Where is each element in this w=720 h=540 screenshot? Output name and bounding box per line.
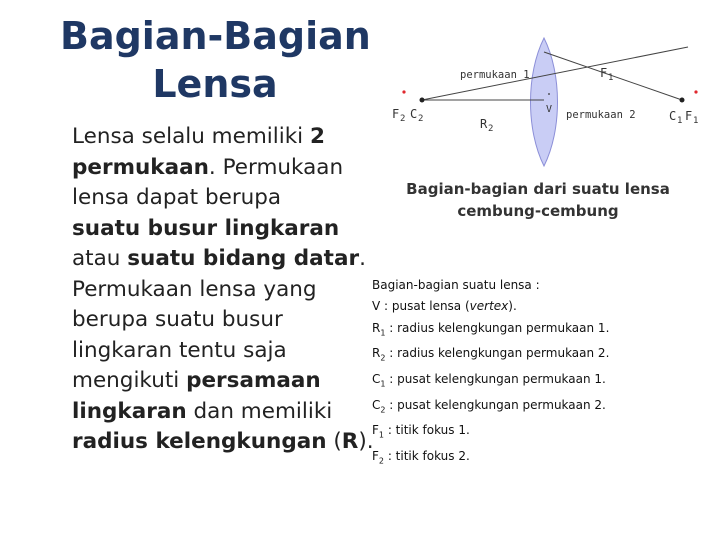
body-text-bold: persamaan [186,368,321,393]
v-point [548,93,550,95]
permukaan-2-label: permukaan 2 [566,109,636,121]
body-text-bold: 2 [309,124,325,149]
body-text: . [359,246,366,271]
legend-item-f1: $F_1$ : titik fokus 1. [372,423,470,440]
legend-heading: Bagian-bagian suatu lensa : [372,278,540,292]
body-text-bold: suatu busur lingkaran [72,215,340,241]
body-text-bold: suatu bidang datar [127,246,360,271]
diagram-caption [378,178,698,222]
body-text: berupa suatu busur [72,307,283,332]
legend-item-r2: $R_2$ : radius kelengkungan permukaan 2. [372,346,610,363]
body-text: . Permukaan [208,154,344,180]
body-text: Permukaan lensa yang [72,276,317,302]
legend-item-f2: $F_2$ : titik fokus 2. [372,449,470,466]
body-text: lingkaran tentu saja [72,337,287,363]
slide-title [60,12,370,108]
c2-label: C2 [410,107,424,124]
c2-point [420,98,425,103]
body-text: Lensa selalu memiliki [72,124,310,149]
body-text: ( [326,429,342,454]
body-text: ). [358,429,374,454]
lens-diagram [360,30,720,180]
f1-label: F1 [600,66,614,83]
body-text: atau [72,246,128,271]
c1-point [680,98,685,103]
caption-line-1: Bagian-bagian dari suatu lensa [406,180,670,198]
permukaan-1-label: permukaan 1 [460,69,530,81]
caption-line-2: cembung-cembung [457,202,619,220]
f1-right-label: F1 [685,109,699,126]
body-text-bold: R [341,429,359,454]
body-paragraph [72,122,372,458]
f2-label: F2 [392,107,406,124]
f1-point [694,90,697,93]
legend-item-c2: $C_2$ : pusat kelengkungan permukaan 2. [372,397,606,415]
legend-item-r1: $R_1$ : radius kelengkungan permukaan 1. [372,320,610,337]
body-text-bold: lingkaran [72,398,187,424]
convex-lens-shape [531,38,558,166]
legend-list [372,275,702,472]
c1-label: C1 [669,109,683,126]
legend-item-c1: $C_1$ : pusat kelengkungan permukaan 1. [372,371,606,389]
title-line-2: Lensa [152,62,278,106]
r2-label: R2 [480,117,494,134]
legend-item-v: V : pusat lensa (vertex). [372,299,517,314]
f2-point [402,90,405,93]
title-line-1: Bagian-Bagian [60,14,371,58]
body-text: lensa dapat berupa [72,185,282,210]
body-text-bold: permukaan [72,154,209,180]
body-text: mengikuti [72,368,187,393]
body-text-bold: radius kelengkungan [72,429,327,454]
v-label: V [546,104,553,115]
body-text: dan memiliki [186,398,333,424]
